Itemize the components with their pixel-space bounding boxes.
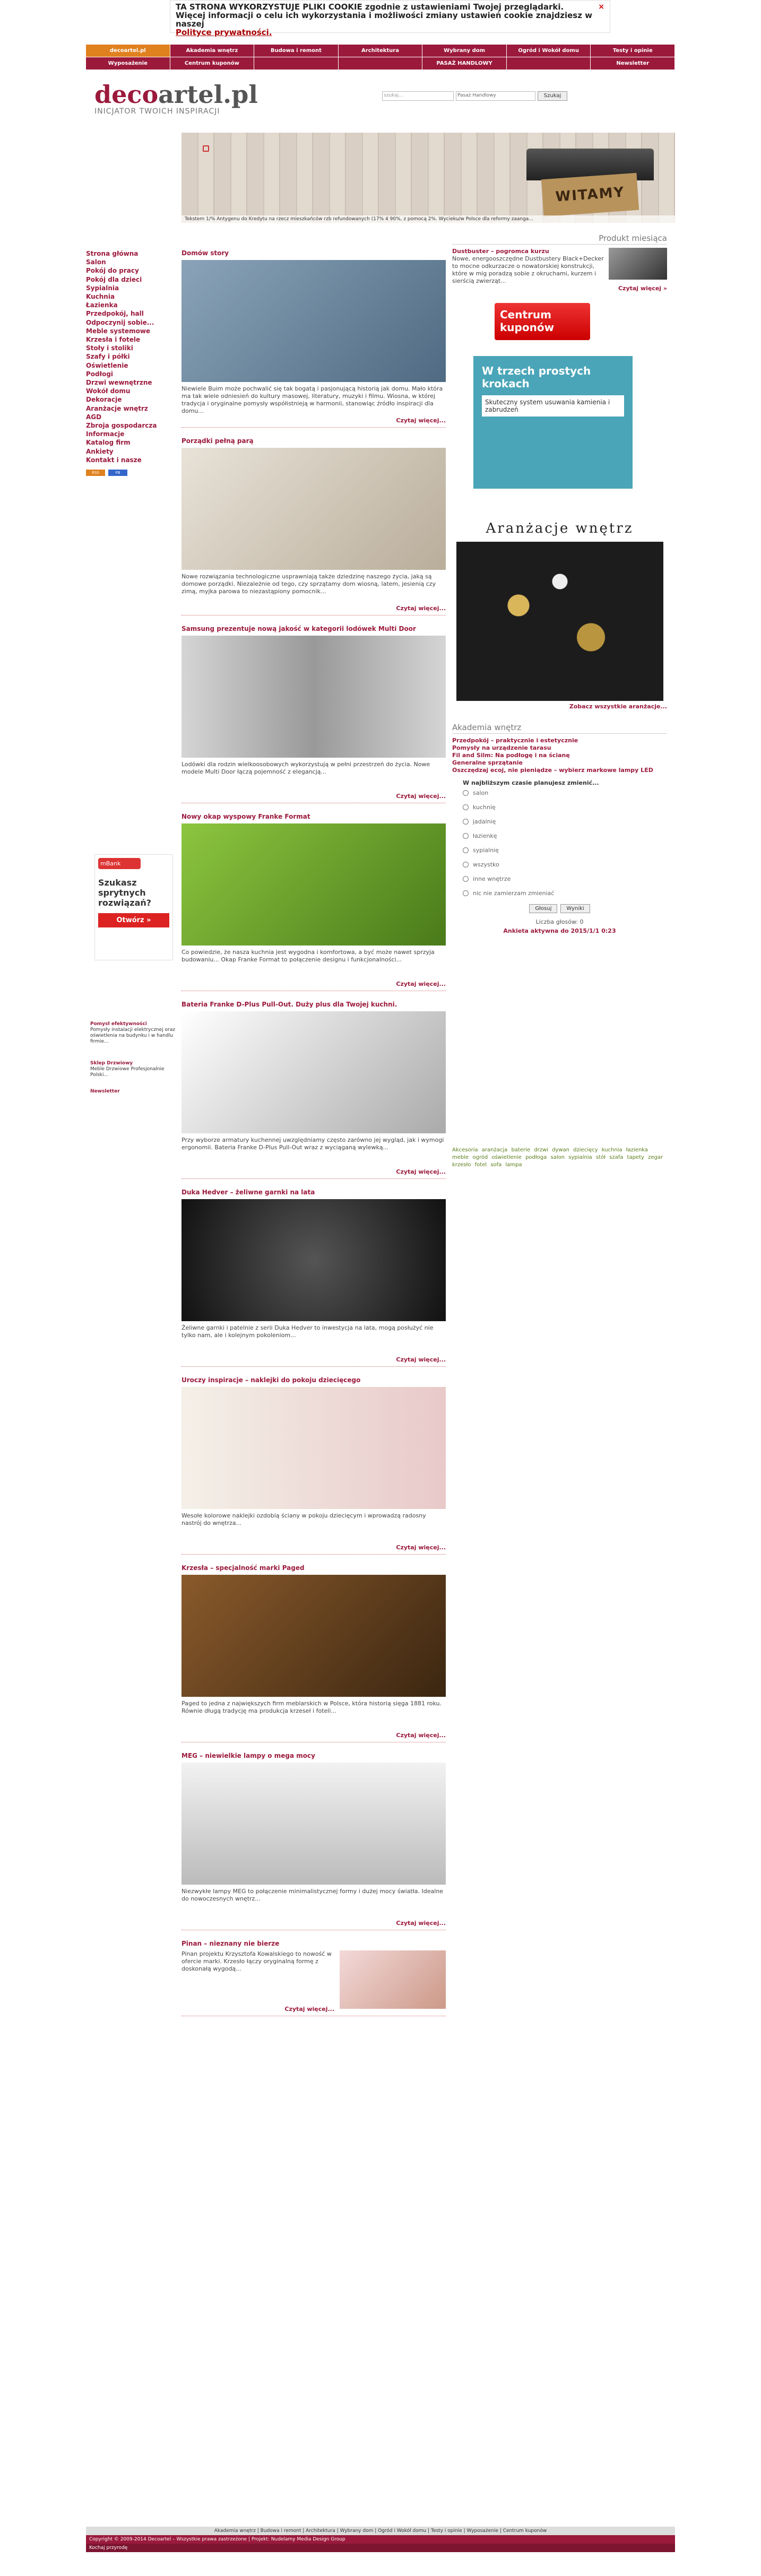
article-image[interactable] xyxy=(181,260,446,382)
article-text: Lodówki dla rodzin wielkoosobowych wykorzystują w pełni przestrzeń do życia. Nowe modele Multi Door łączą pojemność z elegancją... xyxy=(181,761,430,775)
article-title[interactable]: Domów story xyxy=(181,249,229,257)
left-nav-item[interactable]: Dekoracje xyxy=(86,396,122,404)
poll-option-label: jadalnię xyxy=(473,818,496,825)
broken-image-icon xyxy=(203,145,209,152)
left-nav-item[interactable]: Krzesła i fotele xyxy=(86,336,141,344)
ad-open-button[interactable]: Otwórz » xyxy=(98,913,169,927)
nav-row-2 xyxy=(86,57,675,79)
poll-option[interactable] xyxy=(463,847,667,854)
arrangements-image[interactable] xyxy=(456,542,663,701)
nav-item[interactable]: Centrum kuponów xyxy=(170,57,255,70)
product-box xyxy=(452,248,667,292)
ad-brand: mBank xyxy=(98,858,141,869)
article-title[interactable]: Pinan – nieznany nie bierze xyxy=(181,1940,280,1947)
left-nav-item[interactable]: Wokół domu xyxy=(86,387,131,395)
read-more-link[interactable]: Czytaj więcej... xyxy=(396,417,446,424)
article-title[interactable]: Porządki pełną parą xyxy=(181,437,254,445)
left-nav-item[interactable]: Szafy i półki xyxy=(86,353,130,361)
academy-link[interactable]: Generalne sprzątanie xyxy=(452,759,523,766)
article-image[interactable] xyxy=(340,1950,446,2009)
article xyxy=(181,625,446,803)
radio-icon[interactable] xyxy=(463,819,469,825)
poll xyxy=(452,779,667,934)
left-nav-item[interactable]: Aranżacje wnętrz xyxy=(86,404,148,412)
left-nav-item[interactable]: Oświetlenie xyxy=(86,361,128,369)
academy-link[interactable]: Pomysły na urządzenie tarasu xyxy=(452,744,551,751)
academy-link[interactable]: Oszczędzaj ecoj, nie pieniądze – wybierz markowe lampy LED xyxy=(452,767,653,774)
left-nav-item[interactable]: Zbroja gospodarcza xyxy=(86,422,157,430)
ad-title: Szukasz sprytnych rozwiązań? xyxy=(98,878,152,908)
left-link-title-2[interactable]: Sklep Drzwiowy xyxy=(90,1061,133,1066)
left-nav xyxy=(86,249,179,476)
article-image[interactable] xyxy=(181,1199,446,1321)
nav-item[interactable]: Architektura xyxy=(339,45,423,57)
footer-slogan: Kochaj przyrodę xyxy=(86,2544,675,2552)
article-image[interactable] xyxy=(181,1387,446,1509)
nav-item[interactable]: Wyposażenie xyxy=(86,57,170,70)
poll-option-label: wszystko xyxy=(473,861,499,868)
left-nav-item[interactable]: Pokój do pracy xyxy=(86,267,139,275)
article xyxy=(181,1189,446,1367)
article-text: Żeliwne garnki i patelnie z serii Duka Hedver to inwestycja na lata, mogą posłużyć nie tylko nam, ale i kolejnym pokoleniom... xyxy=(181,1324,434,1339)
article-text: Niezwykłe lampy MEG to połączenie minimalistycznej formy i dużej mocy światła. Idealne do nowoczesnych wnętrz... xyxy=(181,1888,444,1902)
article-title[interactable]: Duka Hedver – żeliwne garnki na lata xyxy=(181,1189,315,1196)
read-more-link[interactable]: Czytaj więcej... xyxy=(396,605,446,612)
top-nav xyxy=(86,45,675,79)
left-link-body-1: Pomysły instalacji elektrycznej oraz oświetlenia na budynku i w handlu firmie... xyxy=(90,1027,175,1044)
main-articles xyxy=(181,249,446,2026)
logo-artel: artel.pl xyxy=(158,80,258,109)
poll-question: W najbliższym czasie planujesz zmienić... xyxy=(463,779,599,786)
article xyxy=(181,1940,446,2016)
article-text: Pinan projektu Krzysztofa Kowalskiego to nowość w ofercie marki. Krzesło łączy oryginalną formę z doskonałą wygodą... xyxy=(181,1950,332,1972)
article-image[interactable] xyxy=(181,823,446,946)
aquaclean-ad[interactable] xyxy=(473,356,633,489)
poll-option[interactable] xyxy=(463,790,667,796)
article-text: Nowe rozwiązania technologiczne usprawniają także dziedzinę naszego życia, jaką są domowe porządki. Niezależnie od tego, czy sprzątamy dom wiosną, latem, jesienią czy zimą, myjka parowa to niezastąpiony pomocnik... xyxy=(181,573,436,595)
radio-icon[interactable] xyxy=(463,862,469,868)
left-nav-item[interactable]: Stoły i stoliki xyxy=(86,344,133,352)
poll-option-label: inne wnętrze xyxy=(473,875,511,882)
poll-option[interactable] xyxy=(463,890,667,897)
cookie-line2: Więcej informacji o celu ich wykorzystania i możliwości zmiany ustawień cookie znajdziesz w naszej xyxy=(176,11,593,29)
left-nav-item[interactable]: Informacje xyxy=(86,430,125,438)
left-nav-item[interactable]: Kontakt i nasze xyxy=(86,456,142,464)
left-nav-item[interactable]: Strona główna xyxy=(86,250,139,257)
logo-deco: deco xyxy=(94,80,159,109)
arrangements-title: Aranżacje wnętrz xyxy=(486,521,634,536)
article-image[interactable] xyxy=(181,1011,446,1133)
poll-results-button[interactable]: Wyniki xyxy=(560,904,590,913)
article-title[interactable]: Krzesła – specjalność marki Paged xyxy=(181,1564,305,1572)
read-more-link[interactable]: Czytaj więcej... xyxy=(396,793,446,800)
arrangements-link[interactable]: Zobacz wszystkie aranżacje... xyxy=(569,703,667,710)
article-title[interactable]: Uroczy inspiracje – naklejki do pokoju dziecięcego xyxy=(181,1376,361,1384)
left-nav-item[interactable]: Drzwi wewnętrzne xyxy=(86,379,152,387)
product-image[interactable] xyxy=(609,248,667,280)
close-icon[interactable]: × xyxy=(598,3,604,11)
article-title[interactable]: MEG – niewielkie lampy o mega mocy xyxy=(181,1752,315,1759)
poll-option-label: kuchnię xyxy=(473,804,496,811)
left-nav-item[interactable]: Sypialnia xyxy=(86,284,119,292)
poll-count: Liczba głosów: 0 xyxy=(535,918,584,925)
academy-links xyxy=(452,737,667,774)
nav-row-1 xyxy=(86,45,675,57)
search-button[interactable]: Szukaj xyxy=(538,91,567,101)
nav-item[interactable]: Akademia wnętrz xyxy=(170,45,255,57)
left-nav-item[interactable]: Przedpokój, hall xyxy=(86,310,144,318)
radio-icon[interactable] xyxy=(463,790,469,796)
article xyxy=(181,1001,446,1179)
radio-icon[interactable] xyxy=(463,804,469,810)
left-nav-item[interactable]: Kuchnia xyxy=(86,293,115,301)
nav-item[interactable] xyxy=(507,57,591,70)
site-logo[interactable] xyxy=(94,80,258,116)
product-title[interactable]: Dustbuster – pogromca kurzu xyxy=(452,248,549,255)
radio-icon[interactable] xyxy=(463,890,469,896)
footer-links[interactable]: Akademia wnętrz | Budowa i remont | Architektura | Wybrany dom | Ogród i Wokół domu | Testy i opinie | Wyposażenie | Centrum kuponów xyxy=(86,2527,675,2535)
search-input[interactable]: szukaj... xyxy=(382,91,454,101)
academy-header: Akademia wnętrz xyxy=(452,723,667,734)
cookie-policy-link[interactable]: Polityce prywatności. xyxy=(176,28,272,37)
left-ad[interactable] xyxy=(94,854,173,960)
poll-option[interactable] xyxy=(463,861,667,868)
footer-copyright: Copyright © 2009-2014 Decoartel – Wszystkie prawa zastrzeżone | Projekt: Nudelamy Media Design Group xyxy=(86,2535,675,2544)
article-text: Niewiele Buim może pochwalić się tak bogatą i pasjonującą historią jak domu. Mało która ma tak wiele odniesień do kultury masowej, literatury, muzyki i filmu. Wiosna, w której tradycja i oryginalne pomysły współistnieją w harmonii, stanowiąc źródło inspiracji dla domu... xyxy=(181,385,443,414)
cookie-line1: TA STRONA WYKORZYSTUJE PLIKI COOKIE zgodnie z ustawieniami Twojej przeglądarki. xyxy=(176,2,564,12)
nav-item[interactable] xyxy=(254,57,339,70)
nav-item[interactable]: Ogród i Wokół domu xyxy=(507,45,591,57)
article xyxy=(181,437,446,615)
left-link-body-2: Meble Drzwiowe Profesjonalnie Polski... xyxy=(90,1066,165,1078)
read-more-link[interactable]: Czytaj więcej... xyxy=(396,1168,446,1175)
welcome-sign: WITAMY xyxy=(541,173,639,216)
article-title[interactable]: Nowy okap wyspowy Franke Format xyxy=(181,813,310,820)
left-nav-item[interactable]: Odpoczynij sobie... xyxy=(86,318,154,326)
read-more-link[interactable]: Czytaj więcej... xyxy=(396,1920,446,1927)
article-text: Paged to jedna z największych firm meblarskich w Polsce, która historią sięga 1881 roku. Równie długą tradycję ma produkcja krzeseł i foteli... xyxy=(181,1700,442,1714)
hero-banner[interactable] xyxy=(181,133,675,223)
tag-cloud[interactable]: Akcesoria aranżacja baterie drzwi dywan dziecięcy kuchnia łazienka meble ogród oświetlenie podłoga salon sypialnia stół szafa tapety zegar krzesło fotel sofa lampa xyxy=(452,1147,663,1168)
article-image[interactable] xyxy=(181,1575,446,1697)
nav-item[interactable]: Newsletter xyxy=(591,57,675,70)
nav-item[interactable]: Budowa i remont xyxy=(254,45,339,57)
search-select[interactable]: Pasaż Handlowy xyxy=(456,91,535,101)
footer xyxy=(86,2527,675,2553)
poll-option[interactable] xyxy=(463,832,667,839)
left-nav-item[interactable]: AGD xyxy=(86,413,102,421)
cookie-banner xyxy=(170,0,610,37)
left-nav-item[interactable]: Pokój dla dzieci xyxy=(86,275,142,283)
left-nav-item[interactable]: Katalog firm xyxy=(86,439,131,447)
left-nav-item[interactable]: Podłogi xyxy=(86,370,114,378)
read-more-link[interactable]: Czytaj więcej... xyxy=(396,1356,446,1363)
nav-item[interactable]: Testy i opinie xyxy=(591,45,675,57)
article-text: Wesołe kolorowe naklejki ozdobią ściany w pokoju dziecięcym i wprowadzą radosny nastrój do wnętrza... xyxy=(181,1512,426,1526)
article xyxy=(181,249,446,428)
article-text: Przy wyborze armatury kuchennej uwzględniamy często zarówno jej wygląd, jak i wymogi ergonomii. Bateria Franke D-Plus Pull-Out wraz z wyciąganą wylewką... xyxy=(181,1137,444,1151)
poll-option[interactable] xyxy=(463,804,667,811)
left-nav-item[interactable]: Ankiety xyxy=(86,447,114,455)
banner-caption: Tekstem 1/% Antygenu do Kredytu na rzecz mieszkańców rzb refundowanych (17% 4 90%, z pomocą 2%. Wycieku/w Polsce dla reformy zaanga... xyxy=(181,215,675,223)
poll-option[interactable] xyxy=(463,818,667,825)
logo-tagline: INICJATOR TWOICH INSPIRACJI xyxy=(94,107,220,116)
article xyxy=(181,813,446,991)
article-title[interactable]: Samsung prezentuje nową jakość w kategorii lodówek Multi Door xyxy=(181,625,416,632)
facebook-icon[interactable]: FB xyxy=(108,470,127,476)
poll-option-label: sypialnię xyxy=(473,847,499,854)
nav-item[interactable]: decoartel.pl xyxy=(86,45,170,57)
academy-link[interactable]: Fil and Silm: Na podłogę i na ścianę xyxy=(452,752,570,759)
article-image[interactable] xyxy=(181,1763,446,1885)
left-nav-item[interactable]: Salon xyxy=(86,258,106,266)
article-title[interactable]: Bateria Franke D-Plus Pull-Out. Duży plus dla Twojej kuchni. xyxy=(181,1001,397,1008)
arrangements xyxy=(452,521,667,710)
read-more-link[interactable]: Czytaj więcej... xyxy=(396,1544,446,1551)
article xyxy=(181,1376,446,1555)
product-header: Produkt miesiąca xyxy=(452,233,667,245)
radio-icon[interactable] xyxy=(463,833,469,839)
search-bar xyxy=(382,91,592,102)
left-link-title-1[interactable]: Pomysł efektywności xyxy=(90,1021,147,1027)
nav-item[interactable]: PASAŻ HANDLOWY decoartel.pl xyxy=(422,57,507,70)
article xyxy=(181,1564,446,1742)
radio-icon[interactable] xyxy=(463,876,469,882)
right-column xyxy=(452,233,667,1169)
ad-heading: W trzech prostych krokach xyxy=(482,365,591,390)
nav-item[interactable]: Wybrany dom xyxy=(422,45,507,57)
left-nav-item[interactable]: Łazienka xyxy=(86,301,118,309)
product-more[interactable]: Czytaj więcej » xyxy=(618,285,667,292)
academy-link[interactable]: Przedpokój – praktycznie i estetycznie xyxy=(452,737,578,744)
poll-option[interactable] xyxy=(463,875,667,882)
radio-icon[interactable] xyxy=(463,847,469,853)
nav-item[interactable] xyxy=(339,57,423,70)
rss-icon[interactable]: RSS xyxy=(86,470,105,476)
poll-vote-button[interactable]: Głosuj xyxy=(529,904,557,913)
left-links xyxy=(90,1021,178,1095)
poll-option-label: salon xyxy=(473,790,489,796)
ad-subtext: Skuteczny system usuwania kamienia i zabrudzeń xyxy=(482,395,624,417)
coupon-center-button[interactable]: Centrum kuponów xyxy=(495,303,590,340)
article xyxy=(181,1752,446,1930)
article-text: Co powiedzie, że nasza kuchnia jest wygodna i komfortowa, a być może nawet sprzyja budowaniu... Okap Franke Format to połączenie designu i funkcjonalności... xyxy=(181,949,435,963)
article-image[interactable] xyxy=(181,636,446,758)
poll-date: Ankieta aktywna do 2015/1/1 0:23 xyxy=(503,927,616,934)
product-text: Nowe, energooszczędne Dustbustery Black+Decker to mocne odkurzacze o nowatorskiej konstrukcji, które w mig poradzą sobie z okruchami, kurzem i sierścią zwierząt... xyxy=(452,255,604,284)
read-more-link[interactable]: Czytaj więcej... xyxy=(396,981,446,987)
newsletter-link[interactable]: Newsletter xyxy=(90,1089,120,1094)
read-more-link[interactable]: Czytaj więcej... xyxy=(396,1732,446,1739)
article-image[interactable] xyxy=(181,448,446,570)
left-nav-item[interactable]: Meble systemowe xyxy=(86,327,151,335)
poll-option-label: nic nie zamierzam zmieniać xyxy=(473,890,555,897)
read-more-link[interactable]: Czytaj więcej... xyxy=(284,2006,334,2013)
poll-option-label: łazienkę xyxy=(473,832,497,839)
